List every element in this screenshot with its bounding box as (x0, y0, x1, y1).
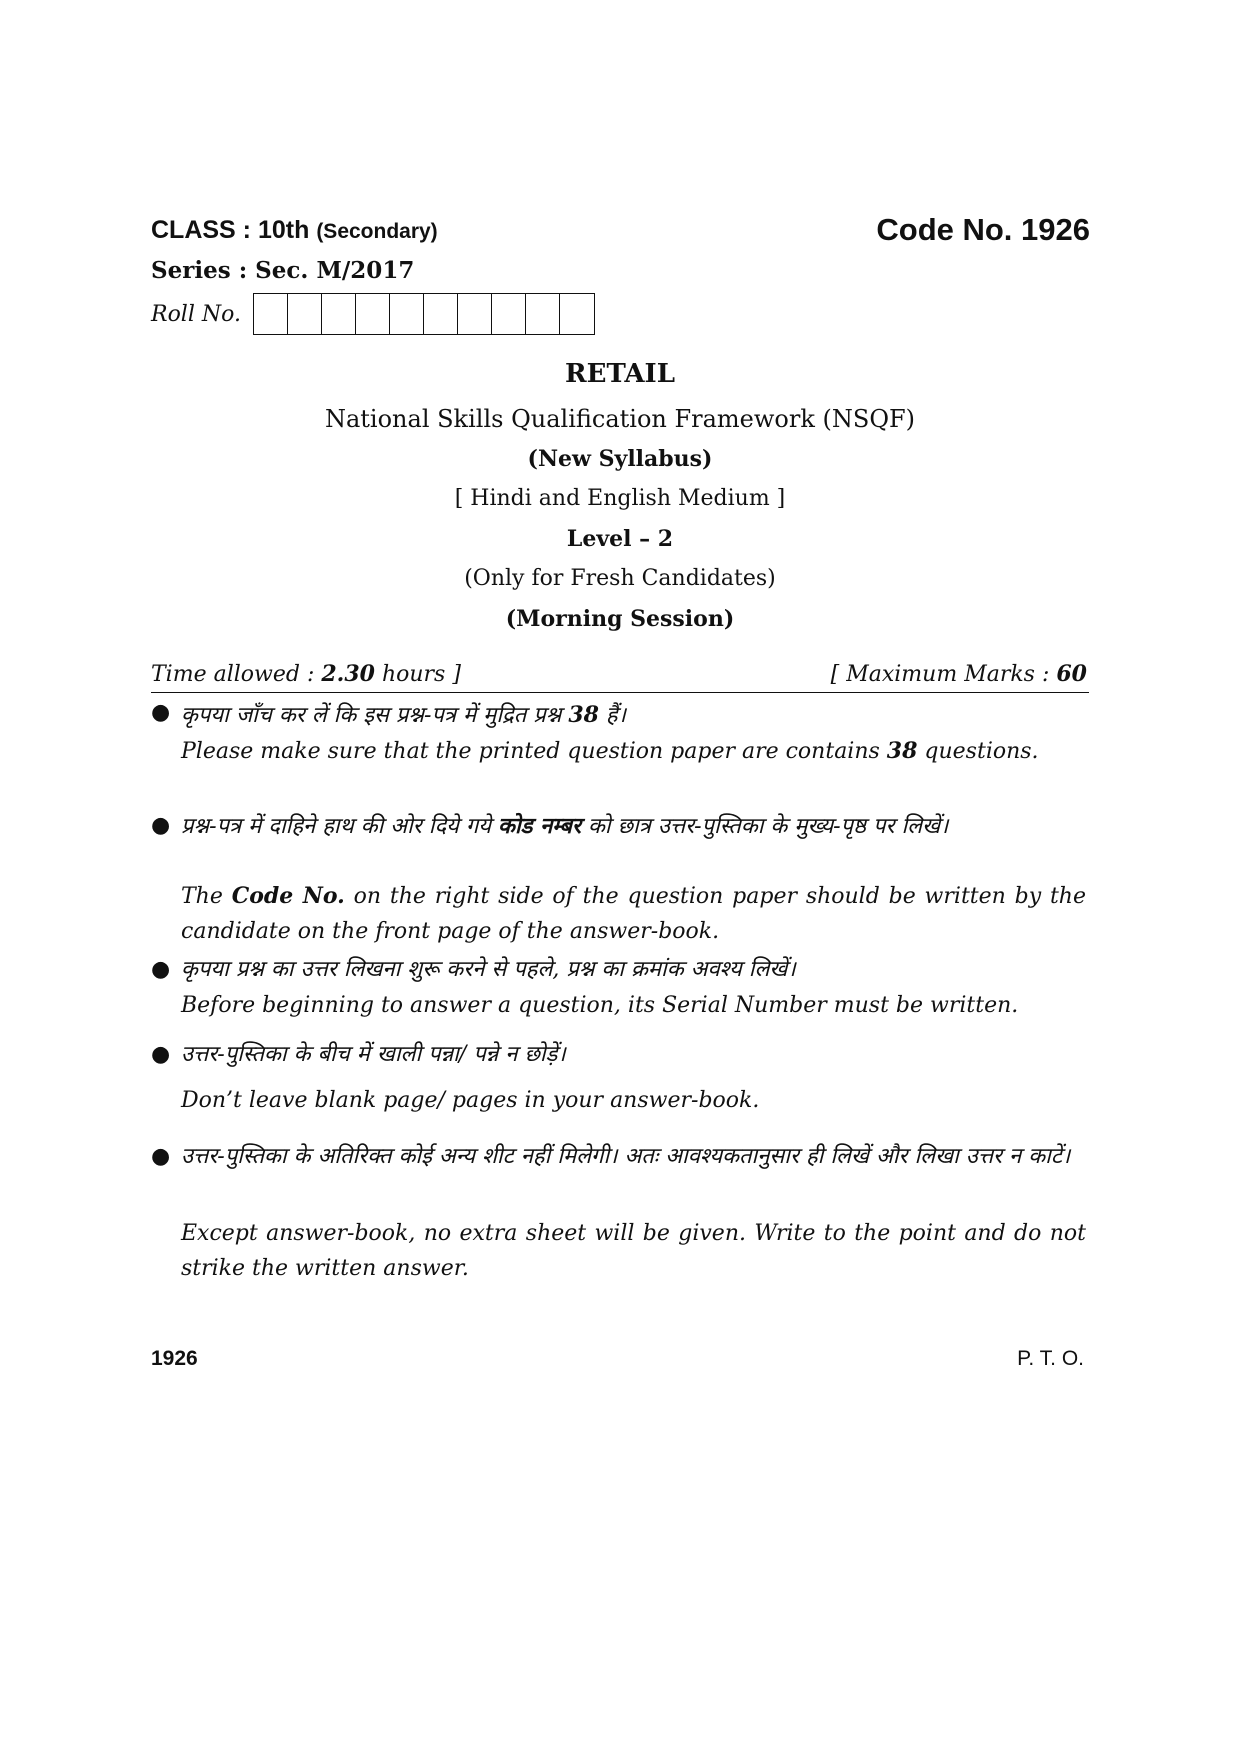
instruction-english: Before beginning to answer a question, its Serial Number must be written. (181, 993, 1019, 1018)
time-value: 2.30 (321, 661, 375, 687)
class-sub-label: (Secondary) (316, 220, 438, 243)
maximum-marks: [ Maximum Marks : 60 (830, 661, 1087, 687)
level-label: Level – 2 (566, 526, 674, 552)
bullet-icon: ● (151, 1042, 171, 1067)
instruction-hindi: उत्तर-पुस्तिका के बीच में खाली पन्ना/ पन्ने न छोड़ें। (181, 1042, 566, 1067)
candidates-label: (Only for Fresh Candidates) (464, 566, 776, 591)
roll-number-box[interactable] (322, 294, 356, 334)
class-label: CLASS : 10th (Secondary) (151, 216, 438, 244)
bullet-icon: ● (151, 1144, 171, 1169)
bullet-icon: ● (151, 957, 171, 982)
roll-number-box[interactable] (356, 294, 390, 334)
footer-pto: P. T. O. (1017, 1347, 1084, 1370)
roll-number-box[interactable] (560, 294, 594, 334)
instruction-hindi: प्रश्न-पत्र में दाहिने हाथ की ओर दिये गये कोड नम्बर को छात्र उत्तर-पुस्तिका के मुख्य-पृष्ठ पर लिखें। (181, 813, 949, 839)
roll-number-box[interactable] (492, 294, 526, 334)
roll-number-box[interactable] (458, 294, 492, 334)
instruction-english: Please make sure that the printed question paper are contains 38 questions. (181, 738, 1039, 764)
instruction-english: Don’t leave blank page/ pages in your answer-book. (181, 1088, 760, 1113)
syllabus-label: (New Syllabus) (527, 446, 713, 472)
instruction-english: The Code No. on the right side of the question paper should be written by the candidate on the front page of the answer-book. (181, 883, 1086, 944)
bullet-icon: ● (151, 700, 171, 725)
roll-number-box[interactable] (254, 294, 288, 334)
marks-value: 60 (1056, 661, 1087, 687)
code-number: Code No. 1926 (876, 212, 1090, 247)
medium-label: [ Hindi and English Medium ] (454, 486, 786, 511)
subject-title: RETAIL (565, 359, 675, 389)
time-allowed: Time allowed : 2.30 hours ] (151, 661, 461, 687)
bullet-icon: ● (151, 813, 171, 838)
roll-number-box[interactable] (288, 294, 322, 334)
divider (151, 692, 1089, 693)
roll-number-boxes[interactable] (253, 293, 595, 335)
roll-number-label: Roll No. (151, 302, 241, 327)
roll-number-box[interactable] (424, 294, 458, 334)
instruction-hindi: उत्तर-पुस्तिका के अतिरिक्त कोई अन्य शीट नहीं मिलेगी। अतः आवश्यकतानुसार ही लिखें और लिखा उत्तर न काटें। (181, 1144, 1071, 1169)
instruction-english: Except answer-book, no extra sheet will be given. Write to the point and do not strike the written answer. (181, 1221, 1086, 1281)
framework-title: National Skills Qualification Framework (NSQF) (324, 405, 916, 433)
session-label: (Morning Session) (505, 606, 735, 632)
footer-code: 1926 (151, 1347, 198, 1370)
roll-number-box[interactable] (390, 294, 424, 334)
instruction-hindi: कृपया प्रश्न का उत्तर लिखना शुरू करने से पहले, प्रश्न का क्रमांक अवश्य लिखें। (181, 957, 796, 982)
instruction-hindi: कृपया जाँच कर लें कि इस प्रश्न-पत्र में मुद्रित प्रश्न 38 हैं। (181, 702, 626, 728)
series-label: Series : Sec. M/2017 (151, 257, 415, 284)
roll-number-box[interactable] (526, 294, 560, 334)
